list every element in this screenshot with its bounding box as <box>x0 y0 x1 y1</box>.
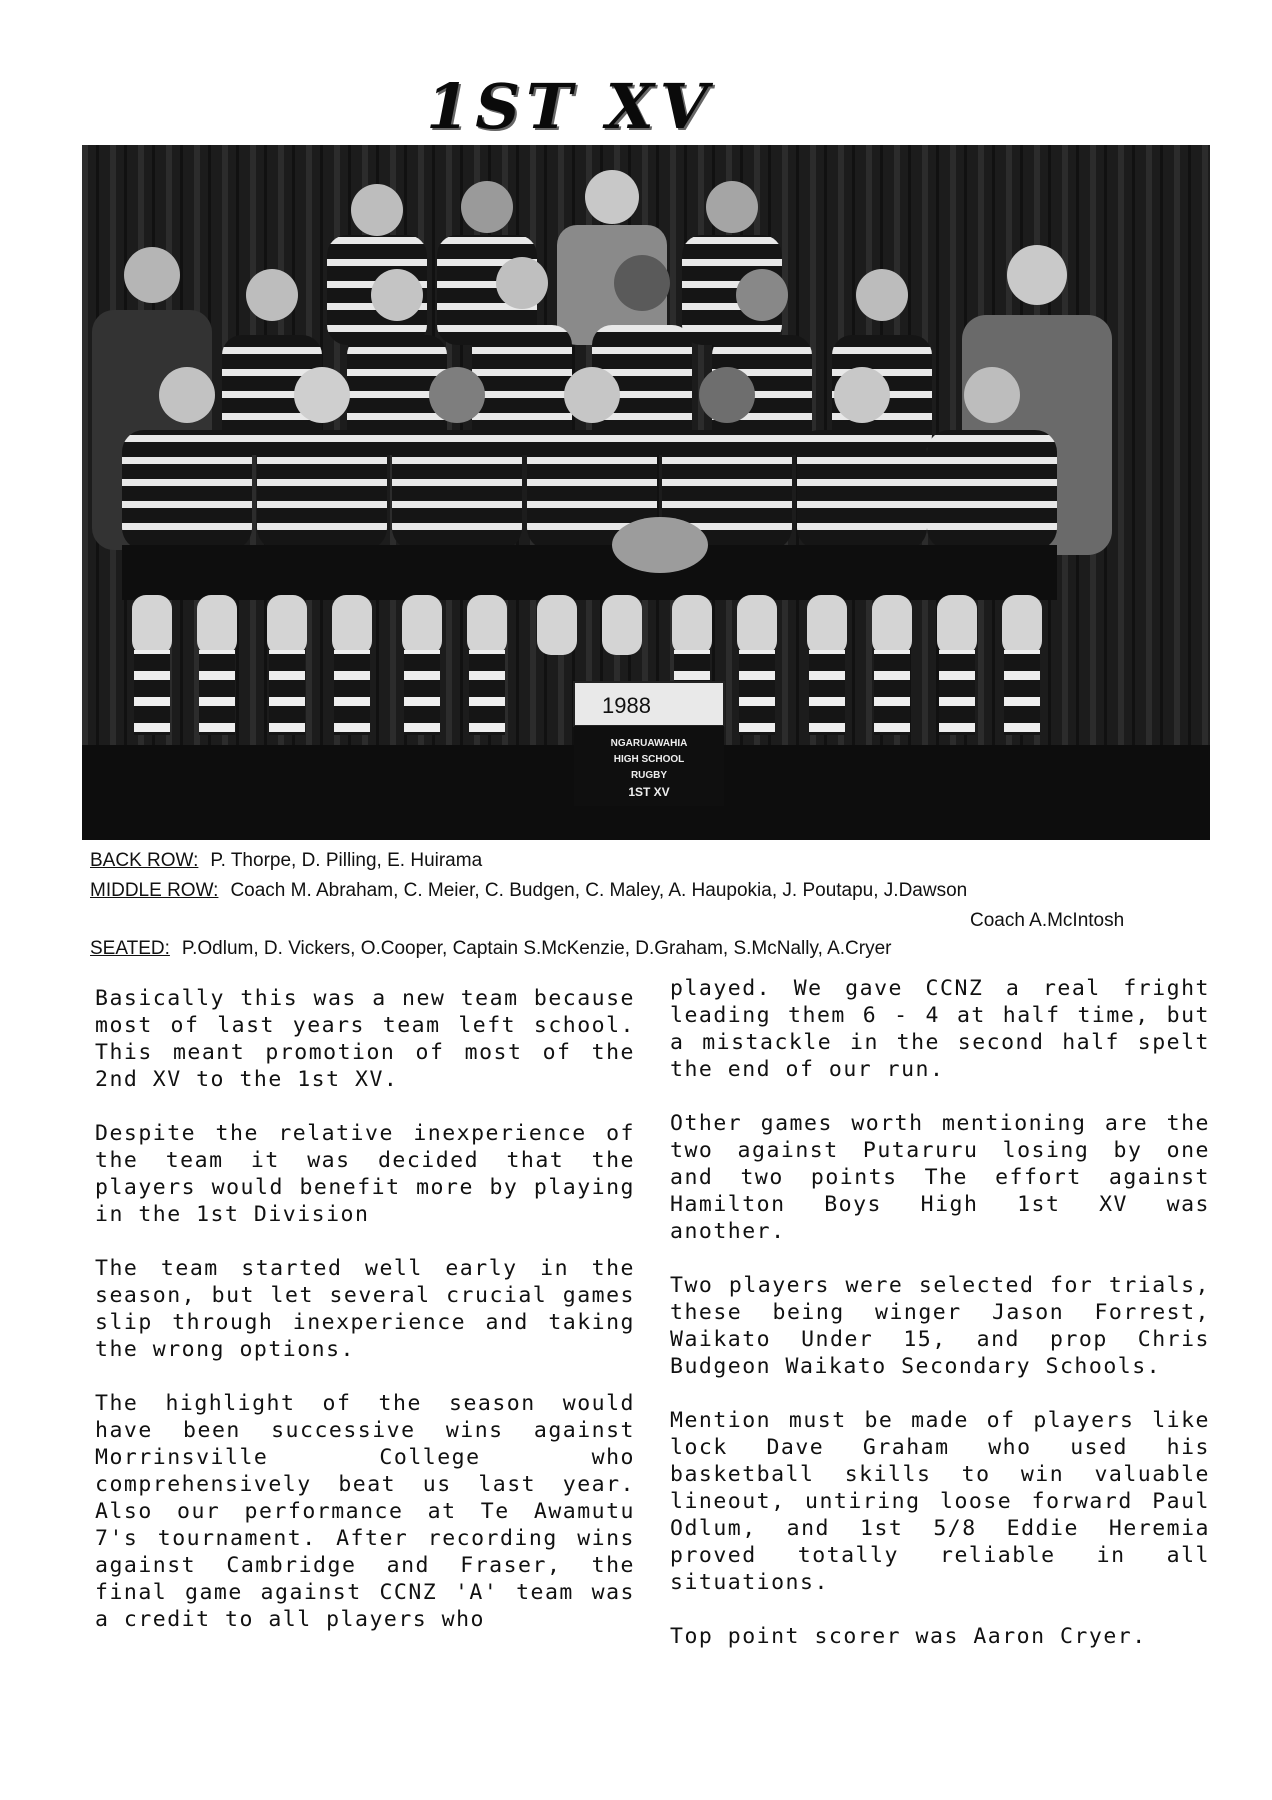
article-paragraph: Despite the relative inexperience of the team it was decided that the players would benefit more by playing in the 1st Division <box>95 1121 650 1227</box>
team-photo <box>82 145 1210 840</box>
page-title: 1ST XV <box>426 70 714 143</box>
article-paragraph: The team started well early in the season, but let several crucial games slip through inexperience and taking the wrong options. <box>95 1256 650 1362</box>
article-column-left <box>95 985 650 1660</box>
board-line-school: NGARUAWAHIA <box>610 738 688 749</box>
team-photo-illustration <box>82 145 1210 840</box>
board-line-type: HIGH SCHOOL <box>613 754 685 765</box>
caption-back-names: P. Thorpe, D. Pilling, E. Huirama <box>210 850 483 871</box>
caption-seated-row <box>90 938 1150 960</box>
caption-seated-label: SEATED: <box>90 938 170 959</box>
article-column-right <box>670 975 1225 1677</box>
caption-middle-row <box>90 880 1150 902</box>
caption-seated-names: P.Odlum, D. Vickers, O.Cooper, Captain S.McKenzie, D.Graham, S.McNally, A.Cryer <box>181 938 892 959</box>
article-paragraph: Basically this was a new team because most of last years team left school. This meant promotion of most of the 2nd XV to the 1st XV. <box>95 986 650 1092</box>
caption-middle-label: MIDDLE ROW: <box>90 880 219 901</box>
board-line-sport: RUGBY <box>630 770 668 781</box>
article-paragraph: Top point scorer was Aaron Cryer. <box>670 1624 1147 1649</box>
board-line-team: 1ST XV <box>628 785 670 799</box>
article-paragraph: Other games worth mentioning are the two against Putaruru losing by one and two points The effort against Hamilton Boys High 1st XV was another. <box>670 1111 1225 1244</box>
rugby-ball <box>612 517 708 573</box>
caption-back-row <box>90 850 1150 872</box>
article-paragraph: Mention must be made of players like lock Dave Graham who used his basketball skills to win valuable lineout, untiring loose forward Paul Odlum, and 1st 5/8 Eddie Heremia proved totally reliable in all situations. <box>670 1408 1225 1595</box>
article-paragraph: Two players were selected for trials, these being winger Jason Forrest, Waikato Under 15, and prop Chris Budgeon Waikato Secondary Schools. <box>670 1273 1225 1379</box>
caption-middle-names: Coach M. Abraham, C. Meier, C. Budgen, C. Maley, A. Haupokia, J. Poutapu, J.Dawson <box>230 880 968 901</box>
article-paragraph: The highlight of the season would have been successive wins against Morrinsville College who comprehensively beat us last year. Also our performance at Te Awamutu 7's tournament. After recording wins against Cambridge and Fraser, the final game against CCNZ 'A' team was a credit to all players who <box>95 1391 650 1632</box>
board-year: 1988 <box>602 693 651 718</box>
caption-middle-row-cont: Coach A.McIntosh <box>970 910 1125 931</box>
team-board <box>574 682 724 806</box>
caption-back-label: BACK ROW: <box>90 850 199 871</box>
article-paragraph: played. We gave CCNZ a real fright leading them 6 - 4 at half time, but a mistackle in the second half spelt the end of our run. <box>670 976 1225 1082</box>
